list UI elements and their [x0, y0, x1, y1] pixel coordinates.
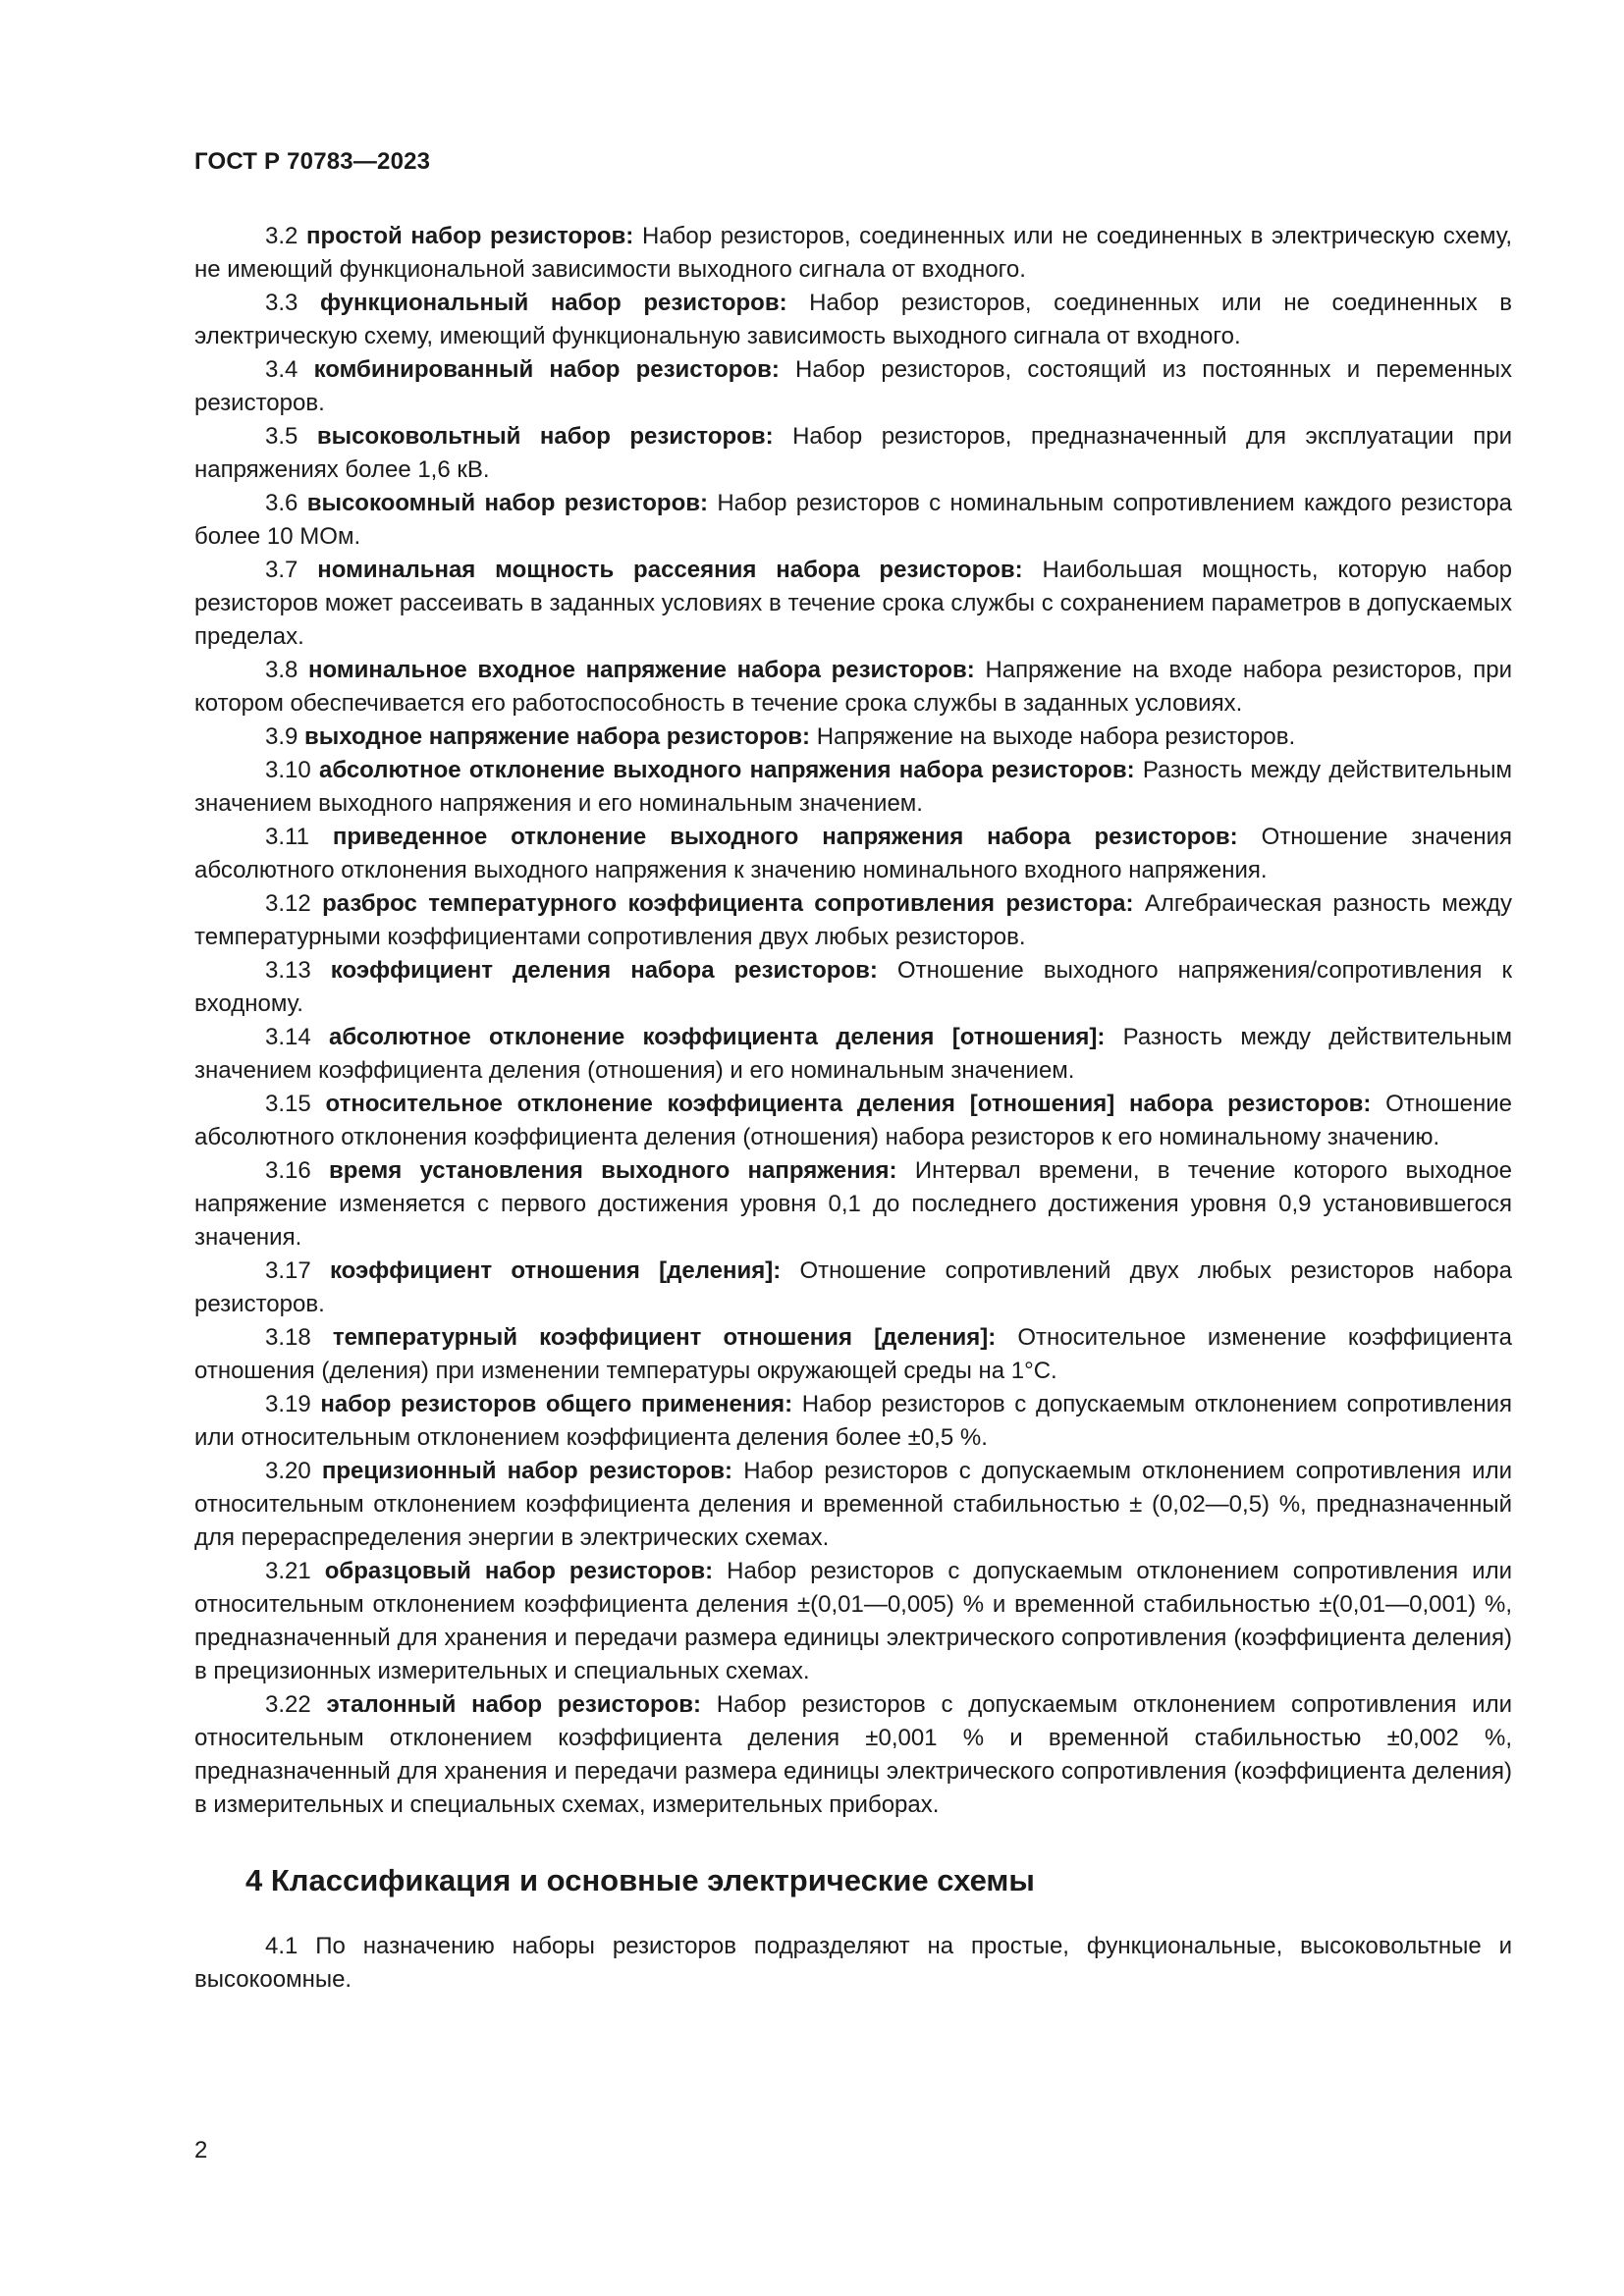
term-entry: [194, 1154, 1512, 1255]
term-definition: Набор резисторов, состоящий из постоянных и переменных резисторов.: [194, 356, 1512, 416]
term-definition: Набор резисторов, соединенных или не соединенных в электрическую схему, не имеющий функциональной зависимости выходного сигнала от входного.: [194, 223, 1513, 283]
term-definition: Относительное изменение коэффициента отношения (деления) при изменении температуры окружающей среды на 1°С.: [194, 1324, 1513, 1384]
term-entry: [194, 1388, 1512, 1455]
term-name: функциональный набор резисторов:: [319, 290, 787, 316]
term-number: 3.16: [265, 1157, 311, 1184]
term-number: 3.6: [265, 490, 298, 516]
term-definition: Отношение абсолютного отклонения коэффициента деления (отношения) набора резисторов к его номинальному значению.: [194, 1091, 1513, 1150]
term-name: коэффициент деления набора резисторов:: [330, 957, 878, 984]
term-definition: Интервал времени, в течение которого выходное напряжение изменяется с первого достижения уровня 0,1 до последнего достижения уровня 0,9 установившегося значения.: [194, 1157, 1513, 1251]
term-definition: Набор резисторов с допускаемым отклонением сопротивления или относительным отклонением коэффициента деления ±0,001 % и временной стабильностью ±0,002 %, предназначенный для хранения и передачи размера единицы электрического сопротивления (коэффициента деления) в измерительных и специальных схемах, измерительных приборах.: [194, 1691, 1512, 1818]
term-number: 3.10: [265, 757, 311, 783]
term-name: выходное напряжение набора резисторов:: [304, 723, 811, 750]
term-entry: [194, 1455, 1512, 1555]
paragraph-text: По назначению наборы резисторов подразделяют на простые, функциональные, высоковольтные и высокоомные.: [194, 1933, 1512, 1993]
term-definition: Разность между действительным значением выходного напряжения и его номинальным значением.: [194, 757, 1513, 817]
term-name: простой набор резисторов:: [306, 223, 634, 249]
term-name: номинальная мощность рассеяния набора резисторов:: [317, 557, 1023, 583]
term-entry: [194, 654, 1512, 721]
term-name: высоковольтный набор резисторов:: [316, 423, 774, 450]
term-definition: Наибольшая мощность, которую набор резисторов может рассеивать в заданных условиях в течение срока службы с сохранением параметров в допускаемых пределах.: [194, 557, 1513, 650]
term-entry: [194, 1555, 1512, 1688]
term-definition: Напряжение на входе набора резисторов, при котором обеспечивается его работоспособность в течение срока службы в заданных условиях.: [194, 657, 1513, 717]
page-number: 2: [194, 2137, 208, 2163]
term-number: 3.17: [265, 1257, 311, 1284]
term-definition: Отношение сопротивлений двух любых резисторов набора резисторов.: [194, 1257, 1512, 1317]
term-number: 3.22: [265, 1691, 311, 1718]
term-number: 3.12: [265, 890, 311, 917]
term-entry: [194, 1255, 1512, 1321]
term-definition: Алгебраическая разность между температурными коэффициентами сопротивления двух любых резисторов.: [194, 890, 1513, 950]
term-name: абсолютное отклонение коэффициента деления [отношения]:: [329, 1024, 1106, 1050]
term-entry: [194, 1321, 1512, 1388]
term-name: прецизионный набор резисторов:: [321, 1458, 733, 1484]
terms-list: [194, 220, 1512, 1822]
term-entry: [194, 1088, 1512, 1154]
term-definition: Набор резисторов с допускаемым отклонением сопротивления или относительным отклонением коэффициента деления ±(0,01—0,005) % и временной стабильностью ±(0,01—0,001) %, предназначенный для хранения и передачи размера единицы электрического сопротивления (коэффициента деления) в прецизионных измерительных и специальных схемах.: [194, 1558, 1512, 1684]
term-number: 3.18: [265, 1324, 311, 1351]
term-name: приведенное отклонение выходного напряжения набора резисторов:: [332, 824, 1238, 850]
term-entry: [194, 287, 1512, 353]
document-body: [194, 220, 1512, 1997]
term-entry: [194, 554, 1512, 654]
section-4-title: 4 Классификация и основные электрические схемы: [245, 1863, 1035, 1897]
term-entry: [194, 754, 1512, 821]
document-code-header: ГОСТ Р 70783—2023: [194, 148, 431, 175]
term-entry: [194, 821, 1512, 887]
term-entry: [194, 721, 1512, 754]
term-name: эталонный набор резисторов:: [326, 1691, 702, 1718]
term-number: 3.14: [265, 1024, 311, 1050]
term-definition: Набор резисторов с допускаемым отклонением сопротивления или относительным отклонением коэффициента деления и временной стабильностью ± (0,02—0,5) %, предназначенный для перераспределения энергии в электрических схемах.: [194, 1458, 1513, 1551]
term-entry: [194, 1021, 1512, 1088]
term-name: набор резисторов общего применения:: [320, 1391, 793, 1417]
term-name: относительное отклонение коэффициента деления [отношения] набора резисторов:: [325, 1091, 1372, 1117]
term-name: образцовый набор резисторов:: [324, 1558, 714, 1584]
term-name: высокоомный набор резисторов:: [306, 490, 708, 516]
term-entry: [194, 954, 1512, 1021]
term-number: 3.15: [265, 1091, 311, 1117]
term-definition: Набор резисторов, соединенных или не соединенных в электрическую схему, имеющий функциональную зависимость выходного сигнала от входного.: [194, 290, 1513, 349]
term-definition: Набор резисторов с допускаемым отклонением сопротивления или относительным отклонением коэффициента деления более ±0,5 %.: [194, 1391, 1513, 1451]
term-entry: [194, 487, 1512, 554]
term-name: абсолютное отклонение выходного напряжения набора резисторов:: [318, 757, 1135, 783]
term-definition: Набор резисторов с номинальным сопротивлением каждого резистора более 10 МОм.: [194, 490, 1513, 550]
term-number: 3.21: [265, 1558, 311, 1584]
term-entry: [194, 1688, 1512, 1822]
term-number: 3.13: [265, 957, 311, 984]
term-number: 3.2: [265, 223, 298, 249]
term-definition: Напряжение на выходе набора резисторов.: [816, 723, 1296, 750]
paragraph-4-1: [194, 1930, 1512, 1997]
term-entry: [194, 420, 1512, 487]
term-name: время установления выходного напряжения:: [329, 1157, 897, 1184]
term-number: 3.9: [265, 723, 298, 750]
term-entry: [194, 220, 1512, 287]
term-name: комбинированный набор резисторов:: [313, 356, 780, 383]
term-definition: Отношение значения абсолютного отклонения выходного напряжения к значению номинального входного напряжения.: [194, 824, 1513, 883]
term-number: 3.5: [265, 423, 298, 450]
term-number: 3.7: [265, 557, 298, 583]
term-number: 3.11: [265, 824, 309, 850]
paragraph-number: 4.1: [265, 1933, 298, 1959]
term-definition: Отношение выходного напряжения/сопротивления к входному.: [194, 957, 1513, 1017]
term-number: 3.4: [265, 356, 298, 383]
term-number: 3.20: [265, 1458, 311, 1484]
term-number: 3.3: [265, 290, 298, 316]
term-definition: Набор резисторов, предназначенный для эксплуатации при напряжениях более 1,6 кВ.: [194, 423, 1513, 483]
term-number: 3.19: [265, 1391, 311, 1417]
term-entry: [194, 887, 1512, 954]
term-name: разброс температурного коэффициента сопротивления резистора:: [322, 890, 1134, 917]
term-name: номинальное входное напряжение набора резисторов:: [308, 657, 975, 683]
term-name: температурный коэффициент отношения [деления]:: [332, 1324, 997, 1351]
term-entry: [194, 353, 1512, 420]
term-definition: Разность между действительным значением коэффициента деления (отношения) и его номинальным значением.: [194, 1024, 1512, 1084]
term-name: коэффициент отношения [деления]:: [329, 1257, 782, 1284]
term-number: 3.8: [265, 657, 298, 683]
